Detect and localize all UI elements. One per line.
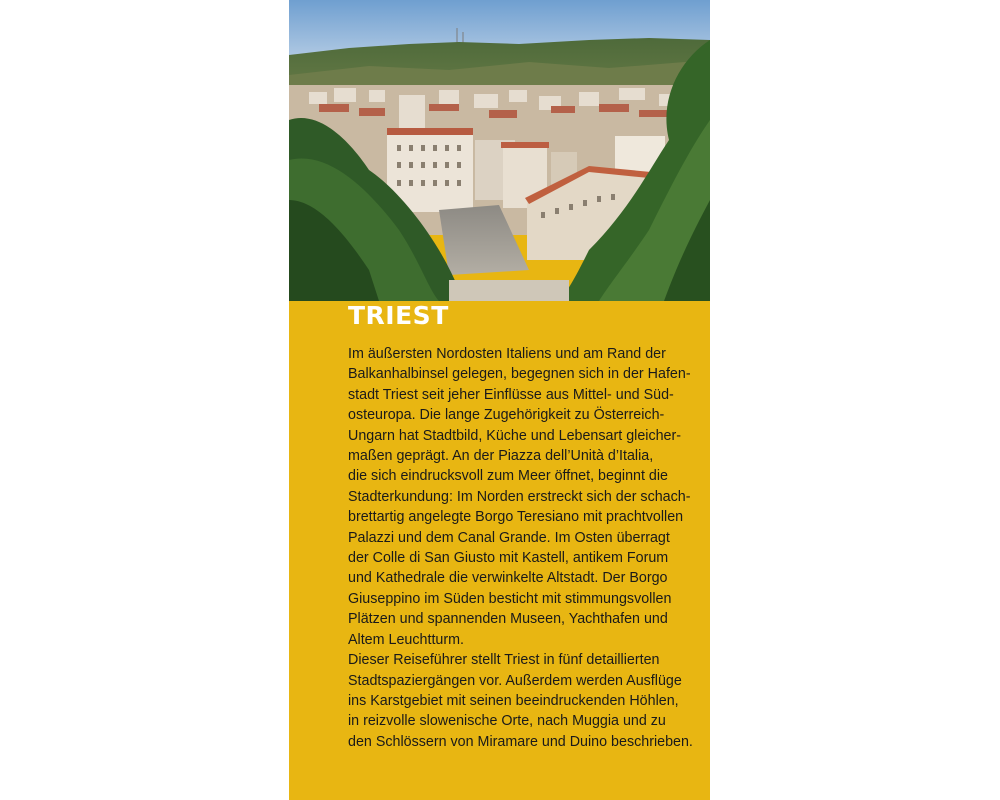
- text-line: den Schlössern von Miramare und Duino beschrieben.: [348, 733, 693, 750]
- description-text: [348, 344, 698, 752]
- text-line: Ungarn hat Stadtbild, Küche und Lebensart gleicher-: [348, 427, 682, 444]
- text-line: osteuropa. Die lange Zugehörigkeit zu Österreich-: [348, 407, 665, 424]
- page-title: TRIEST: [348, 301, 449, 330]
- text-line: und Kathedrale die verwinkelte Altstadt. Der Borgo: [348, 570, 668, 587]
- text-line: Im äußersten Nordosten Italiens und am Rand der: [348, 346, 666, 362]
- text-line: Altem Leuchtturm.: [348, 631, 465, 648]
- text-line: Dieser Reiseführer stellt Triest in fünf detaillierten: [348, 652, 660, 669]
- text-line: Balkanhalbinsel gelegen, begegnen sich in der Hafen-: [348, 366, 691, 383]
- text-line: ins Karstgebiet mit seinen beeindruckenden Höhlen,: [348, 692, 679, 709]
- text-line: der Colle di San Giusto mit Kastell, antikem Forum: [348, 550, 669, 567]
- book-cover-page: [289, 0, 710, 800]
- text-line: brettartig angelegte Borgo Teresiano mit prachtvollen: [348, 509, 684, 526]
- text-line: Stadtspaziergängen vor. Außerdem werden Ausflüge: [348, 672, 682, 689]
- text-line: Plätzen und spannenden Museen, Yachthafen und: [348, 611, 668, 628]
- text-line: in reizvolle slowenische Orte, nach Muggia und zu: [348, 713, 666, 730]
- text-line: Stadterkundung: Im Norden erstreckt sich der schach-: [348, 488, 691, 505]
- text-line: Palazzi und dem Canal Grande. Im Osten überragt: [348, 529, 670, 546]
- text-line: die sich eindrucksvoll zum Meer öffnet, beginnt die: [348, 468, 668, 485]
- text-line: stadt Triest seit jeher Einflüsse aus Mittel- und Süd-: [348, 386, 674, 403]
- text-line: Giuseppino im Süden besticht mit stimmungsvollen: [348, 590, 672, 607]
- text-line: maßen geprägt. An der Piazza dell’Unità d’Italia,: [348, 448, 654, 465]
- city-panorama-photo: [289, 0, 710, 301]
